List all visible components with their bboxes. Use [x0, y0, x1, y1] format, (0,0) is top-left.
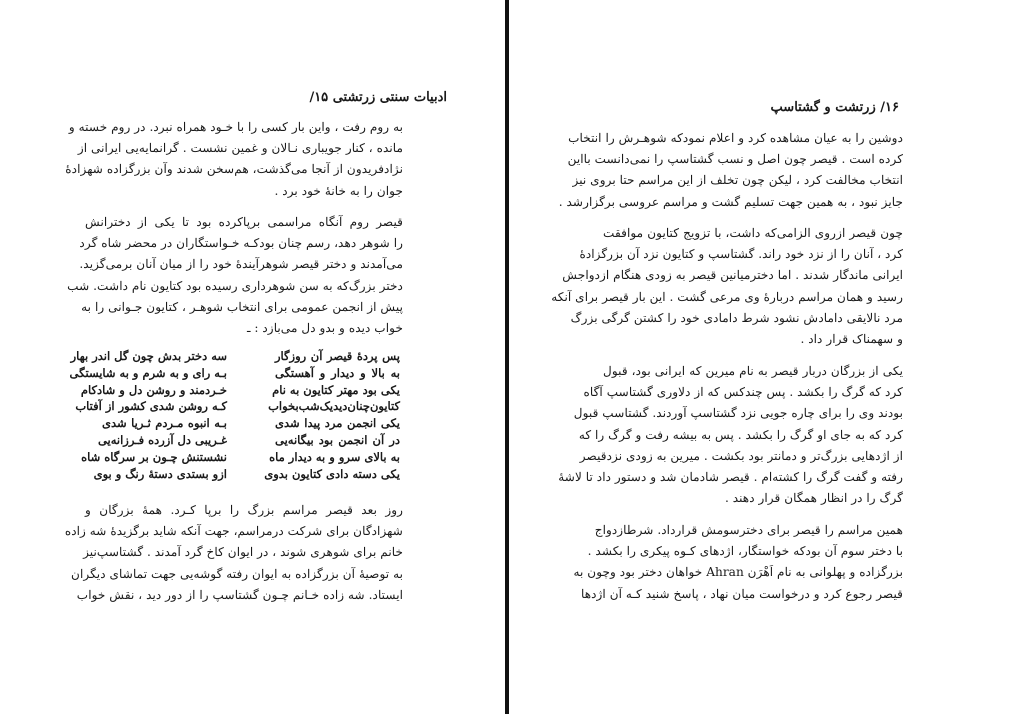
text-line: کرد که گرگ را بکشد . پس چندکس که از دلاوری گشتاسپ آگاه: [583, 385, 903, 400]
left-page-title: ادبیات سنتی زرتشتی: [332, 90, 447, 105]
right-page: [509, 0, 1015, 714]
left-page-number: ۱۵/: [309, 90, 329, 105]
text-line: رسید و همان مراسم دربارهٔ وی مرعی گشت . این بار قیصر برای آنکه: [551, 289, 903, 304]
text-line: چون قیصر ازروی الزامی‌که داشت، با تزویج کتایون موافقت: [603, 226, 903, 240]
text-line: جایز نبود ، به همین جهت تسلیم گشت و مراسم عروسی برگزارشد .: [558, 194, 903, 209]
text-line: دختر بزرگ‌که به سن شوهرداری رسیده بود کتایون نام داشت. شب: [67, 278, 403, 293]
left-paragraph-2: [67, 212, 403, 339]
text-line: جوان را به خانهٔ خود برد .: [274, 183, 403, 198]
text-line: قیصر رجوع کرد و درخواست میان نهاد ، پاسخ شنید کـه آن اژدها: [580, 586, 903, 601]
text-line: همین مراسم را قیصر برای دخترسومش قرارداد. شرطازدواج: [594, 523, 903, 537]
poem-hemistich: نشستنش چـون بر سرگاه شاه: [81, 449, 227, 464]
poem-hemistich: به بالای سرو و به دیدار ماه: [269, 449, 400, 464]
poem-hemistich: بـه رای و به شرم و به شایستگی: [69, 365, 227, 380]
text-line: خواب دیده و بدو دل می‌بازد : ـ: [246, 320, 403, 335]
text-line: رفته و گفت گرگ را کشته‌ام . قیصر شادمان شد و دستور داد تا لاشهٔ: [558, 469, 903, 484]
text-line: می‌آمدند و دختر قیصر شوهرآیندهٔ خود را از میان آنان برمی‌گزید.: [79, 257, 403, 272]
right-page-number: ۱۶/: [880, 100, 899, 115]
poem-hemistich: پس پردهٔ قیصر آن روزگار: [275, 349, 400, 363]
text-line: کرده است . قیصر چون اصل و نسب گشتاسپ را نمی‌دانست بااین: [567, 152, 903, 167]
poem-verse: [80, 382, 400, 399]
text-line: مانده ، کنار جویباری نـالان و غمین نشست . گرانمایه‌یی ایرانی از: [77, 141, 403, 156]
text-line: بزرگزاده و پهلوانی به نام اَهْرَن Ahran خواهان دختر بود وچون به: [573, 565, 903, 580]
text-line: را شوهر دهد، رسم چنان بودکـه خـواستگاران در محضر شاه گرد: [79, 236, 403, 251]
poem: [69, 348, 400, 482]
poem-hemistich: یکی بود مهتر کتایون به نام: [272, 382, 400, 397]
text-line: به روم رفت ، واین بار کسی را با خـود همراه نبرد. در روم خسته و: [68, 120, 403, 134]
text-line: بودند وی را برای چاره جویی نزد گشتاسپ آوردند. گشتاسپ قبول: [573, 406, 903, 421]
right-page-title: زرتشت و گشتاسپ: [770, 100, 876, 115]
poem-hemistich: بـه انبوه مـردم ثـریا شدی: [102, 416, 227, 431]
text-line: خانم برای شوهری شوند ، در ایوان کاخ گرد آمدند . گشتاسپ‌نیز: [83, 545, 403, 560]
text-line: مرد نالایقی دامادش نشود شرط دامادی خود را کشتن گرگی بزرگ: [570, 310, 903, 325]
left-page-header: [309, 90, 447, 105]
text-line: قیصر روم آنگاه مراسمی برپاکرده بود تا یکی از دخترانش: [85, 215, 403, 229]
poem-hemistich: یکی دسته دادی کتایون بدوی: [264, 466, 400, 481]
left-paragraph-1: [65, 117, 403, 202]
text-line: ایرانی ماندگار شدند . اما دخترمیانین قیصر به زودی هنگام ازدواجش: [562, 268, 903, 283]
text-line: به توصیهٔ آن بزرگزاده به ایوان رفته گوشه‌یی جهت تماشای دیگران: [71, 566, 403, 581]
poem-verse: [75, 398, 400, 415]
poem-hemistich: غـریبی دل آزرده فـرزانه‌یی: [97, 432, 227, 447]
poem-hemistich: کـه روشن شدی کشور از آفتاب: [75, 399, 227, 414]
right-paragraph-3: [558, 361, 903, 509]
poem-verse: [70, 348, 400, 365]
right-paragraph-2: [551, 223, 903, 350]
poem-verse: [81, 449, 400, 466]
text-line: پیش از انجمن عمومی برای انتخاب شوهـر ، کتایون جـوانی را به: [81, 299, 403, 314]
poem-verse: [93, 466, 400, 483]
text-line: انتخاب مخالفت کرد ، لیکن چون تخلف از این مراسم حتا بروی نیز: [572, 173, 903, 188]
left-paragraph-3: [64, 500, 403, 606]
text-line: گرگ را در انظار همگان قرار دهند .: [724, 491, 903, 506]
poem-hemistich: خـردمند و روشن دل و شادکام: [80, 382, 227, 397]
text-line: نژادفریدون از آنجا می‌گذشت، هم‌سخن شدند وآن بزرگزاده شهزادهٔ: [65, 162, 403, 177]
text-line: از اژدهایی بزرگ‌تر و دمانتر بود بکشت . میرین به زودی نزدقیصر: [579, 448, 903, 463]
text-line: با دختر سوم آن بودکه خواستگار، اژدهای کـوه پیکری را بکشد .: [587, 544, 903, 559]
poem-hemistich: یکی انجمن مرد پیدا شدی: [275, 416, 400, 431]
text-line: شهزادگان برای شرکت درمراسم، جهت آنکه شاید برگزیدهٔ شه زاده: [64, 524, 403, 539]
text-line: کرد که به جای او گرگ را بکشد . پس به بیشه رفت و گرگ را که: [578, 427, 903, 442]
text-line: یکی از بزرگان دربار قیصر به نام میرین که ایرانی بود، قبول: [603, 364, 903, 378]
left-page: [0, 0, 505, 714]
right-paragraph-4: [573, 520, 903, 605]
right-page-header: [771, 100, 899, 115]
poem-hemistich: کتایون‌چنان‌دیدیک‌شب‌بخواب: [268, 399, 400, 414]
text-line: دوشین را به عیان مشاهده کرد و اعلام نمودکه شوهـرش را انتخاب: [568, 131, 903, 145]
text-line: کرد ، آنان را از نزد خود راند. گشتاسپ و کتایون نزد آن بزرگزادهٔ: [579, 247, 903, 262]
right-paragraph-1: [558, 128, 903, 213]
poem-hemistich: ازو بستدی دستهٔ رنگ و بوی: [93, 466, 227, 481]
poem-hemistich: به بالا و دیدار و آهستگی: [275, 365, 400, 380]
text-line: ایستاد. شه زاده خـانم چـون گشتاسپ را از دور دید ، نقش خواب: [76, 587, 403, 602]
poem-verse: [69, 365, 400, 382]
text-line: و سهمناک قرار داد .: [800, 331, 903, 346]
text-line: روز بعد قیصر مراسم بزرگ را برپا کـرد. همهٔ بزرگان و: [85, 503, 403, 517]
poem-hemistich: سه دختر بدش چون گل اندر بهار: [70, 349, 227, 363]
poem-verse: [97, 432, 400, 449]
poem-verse: [102, 415, 400, 432]
poem-hemistich: در آن انجمن بود بیگانه‌یی: [275, 432, 400, 447]
